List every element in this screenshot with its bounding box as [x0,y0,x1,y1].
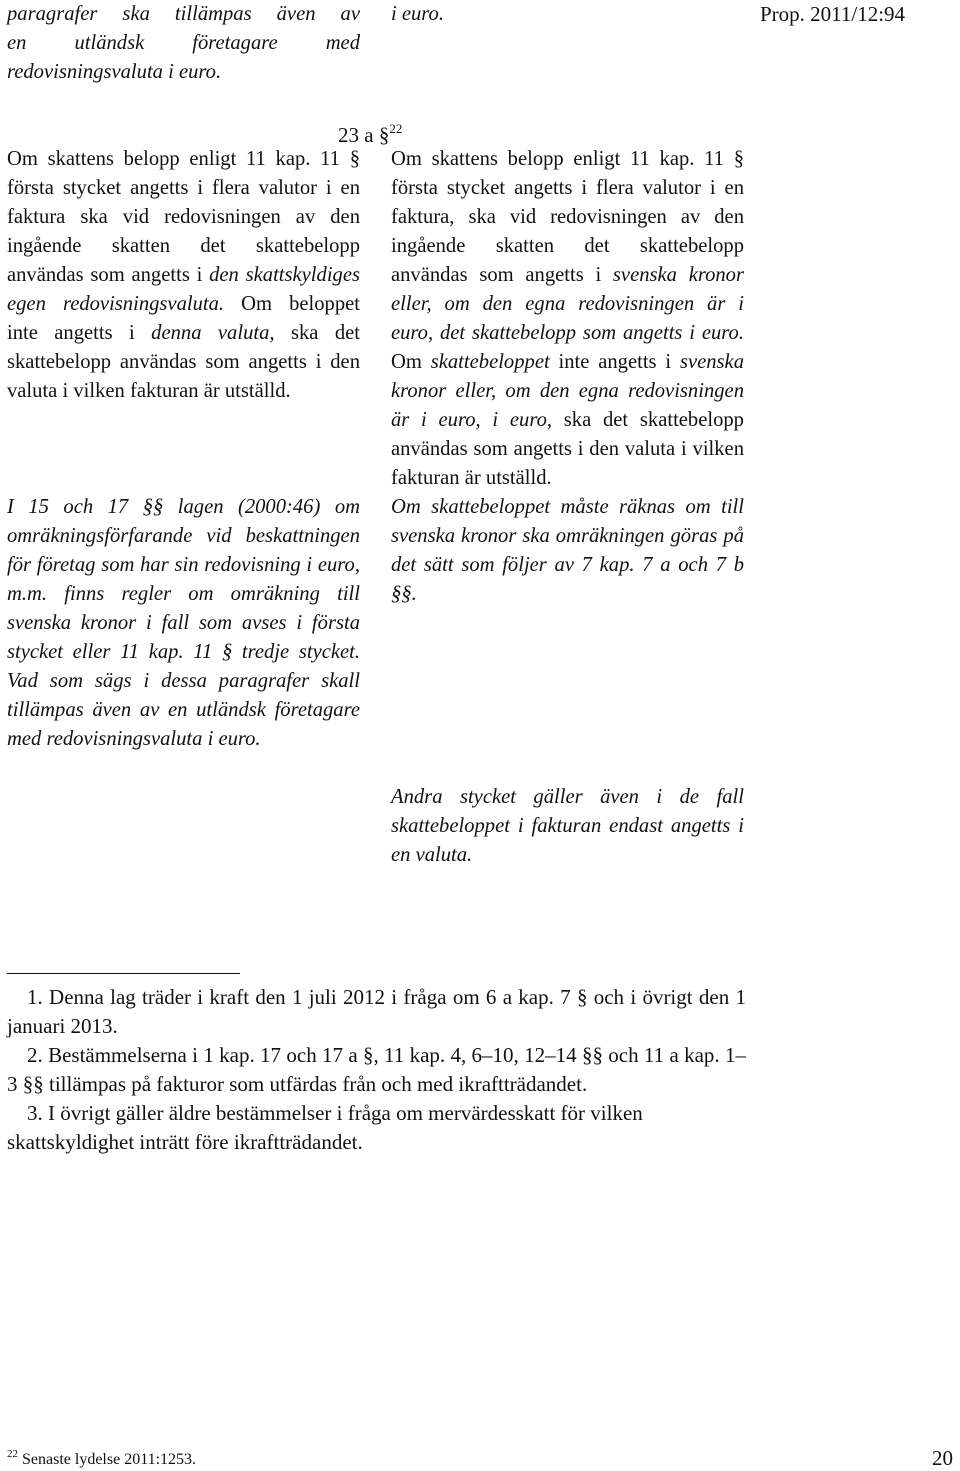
continued-line-3: redovisningsvaluta i euro. [7,61,222,83]
right-paragraph-2: Om skattebeloppet måste räknas om till svenska kronor ska omräkningen göras på det sätt som följer av 7 kap. 7 a och 7 b §§. [391,496,744,605]
right-column-proposed-wording [391,145,744,870]
text-run: Om skattens belopp enligt 11 kap. 11 § första stycket angetts i flera valutor i en faktura ska vid redovisningen av den ingående skatten det skattebelopp användas som angetts i [7,148,360,286]
text-run-italic: den skattskyldiges egen redovisningsvaluta. [7,264,360,315]
text-run: Om skattens belopp enligt 11 kap. 11 § första stycket angetts i flera valutor i en faktura, ska vid redovisningen av den ingående skatten det skattebelopp användas som angetts i [391,148,744,286]
page-number: 20 [932,1446,953,1470]
text-run: Om [391,351,431,373]
transitional-separator-rule [7,973,240,974]
text-run: inte angetts i [549,351,680,373]
text-run: ska det skattebelopp användas som angetts i den valuta i vilken fakturan är utställd. [7,322,360,402]
section-label-text: 23 a § [338,123,390,147]
text-run-italic: I 15 och 17 §§ lagen (2000:46) om omräkningsförfarande vid beskattningen för företag som har sin redovisning i euro, m.m. finns regler om omräkning till svenska kronor i fall som avses i första stycket eller 11 kap. 11 § tredje stycket. [7,496,360,663]
footnote-text: Senaste lydelse 2011:1253. [22,1451,197,1468]
continued-text-right: i euro. [391,3,445,25]
footnote-number: 22 [7,1448,18,1460]
left-paragraph-2 [7,493,360,754]
left-paragraph-1 [7,145,360,406]
proposition-reference: Prop. 2011/12:94 [760,2,906,26]
text-run-italic: skattebeloppet [430,351,550,373]
transitional-provisions [7,983,746,1157]
continued-line-2: en utländsk företagare med [7,32,360,54]
footnote-ref: 22 [389,121,403,136]
text-run-italic: Vad som sägs i dessa paragrafer skall tillämpas även av en utländsk företagare med redovisningsvaluta i euro. [7,670,360,750]
footnote [7,1444,196,1470]
right-paragraph-1 [391,145,744,493]
text-run-italic: svenska kronor eller, om den egna redovisningen är i euro, i euro, [391,351,744,431]
left-column-current-wording [7,145,360,754]
transitional-item-1: 1. Denna lag träder i kraft den 1 juli 2012 i fråga om 6 a kap. 7 § och i övrigt den 1 januari 2013. [7,985,746,1038]
continued-line-1: paragrafer ska tillämpas även av [7,3,360,25]
text-run: Om beloppet inte angetts i [7,293,360,344]
continued-text-left [7,0,360,87]
text-run-italic: denna valuta, [151,322,275,344]
text-run-italic: svenska kronor eller, om den egna redovisningen är i euro, det skattebelopp som angetts i euro. [391,264,744,344]
right-paragraph-3: Andra stycket gäller även i de fall skattebeloppet i fakturan endast angetts i en valuta. [391,786,744,866]
text-run: ska det skattebelopp användas som angetts i den valuta i vilken fakturan är utställd. [391,409,744,489]
transitional-item-2: 2. Bestämmelserna i 1 kap. 17 och 17 a §, 11 kap. 4, 6–10, 12–14 §§ och 11 a kap. 1–3 §§ tillämpas på fakturor som utfärdas från och med ikraftträdandet. [7,1043,746,1096]
transitional-item-3: 3. I övrigt gäller äldre bestämmelser i fråga om mervärdesskatt för vilken skattskyldighet inträtt före ikraftträdandet. [7,1101,643,1154]
section-label [338,116,402,148]
